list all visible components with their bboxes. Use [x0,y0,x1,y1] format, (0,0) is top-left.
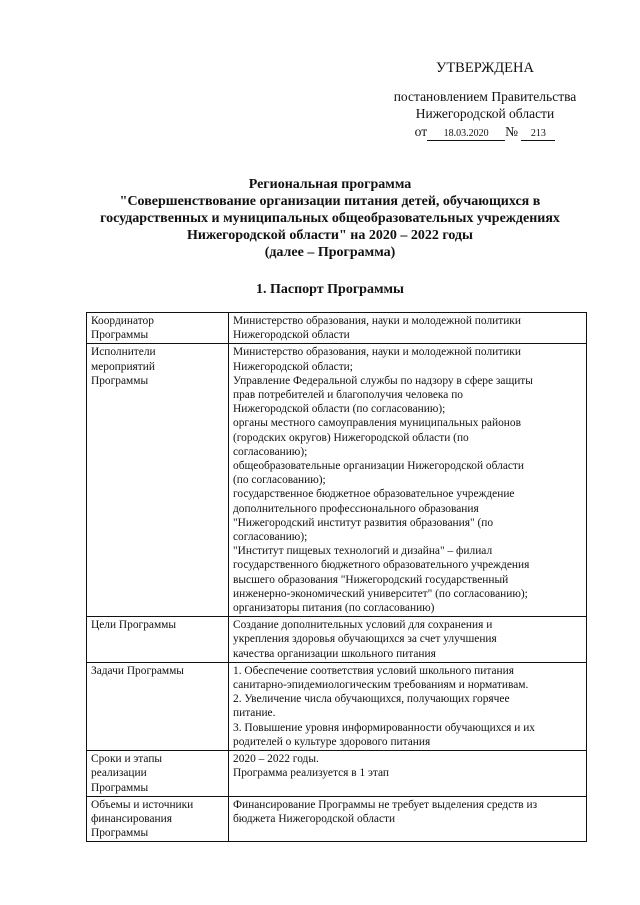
value-line: 2020 – 2022 годы. [233,753,319,766]
title-line: Нижегородской области" на 2020 – 2022 годы [187,228,473,243]
passport-row-value [229,313,587,344]
approval-line-1: постановлением Правительства [393,89,577,104]
value-line: согласованию); [233,531,308,544]
value-line: Создание дополнительных условий для сохранения и [233,619,493,632]
value-line: (городских округов) Нижегородской области (по [233,431,469,444]
label-line: мероприятий [91,360,155,373]
title-line: (далее – Программа) [264,245,396,260]
label-line: Цели Программы [91,619,177,632]
value-line: бюджета Нижегородской области [233,812,396,825]
passport-row-value [229,617,587,663]
label-line: Исполнители [91,346,156,359]
number-prefix: № [505,124,518,139]
value-line: питание. [233,707,276,720]
value-line: Управление Федеральной службы по надзору в сфере защиты [233,374,533,387]
passport-row-value [229,662,587,750]
value-line: Министерство образования, науки и молодежной политики [233,346,521,359]
label-line: Программы [91,329,149,342]
value-line: государственное бюджетное образовательное учреждение [233,488,515,501]
value-line: Министерство образования, науки и молодежной политики [233,315,521,327]
value-line: 3. Повышение уровня информированности обучающихся и их [233,721,535,734]
passport-row [87,313,587,344]
label-line: Объемы и источники [91,798,194,811]
approval-date-line [350,123,620,141]
passport-row-value [229,796,587,842]
value-line: Финансирование Программы не требует выделения средств из [233,798,538,811]
value-line: 2. Увеличение числа обучающихся, получающих горячее [233,693,510,706]
program-title [60,176,600,261]
label-line: Задачи Программы [91,664,184,677]
label-line: Программы [91,374,149,387]
title-line: "Совершенствование организации питания детей, обучающихся в [119,194,541,209]
value-line: прав потребителей и благополучия человека по [233,389,463,402]
approval-line-2: Нижегородской области [415,106,555,121]
value-line: инженерно-экономический университет" (по согласованию); [233,587,528,600]
value-line: согласованию); [233,445,308,458]
label-line: Координатор [91,315,154,327]
value-line: Нижегородской области (по согласованию); [233,403,446,416]
passport-row-value [229,344,587,617]
value-line: органы местного самоуправления муниципальных районов [233,417,521,430]
value-line: организаторы питания (по согласованию) [233,602,435,615]
passport-row-label [87,344,229,617]
label-line: Сроки и этапы [91,753,163,766]
label-line: Программы [91,827,149,840]
value-line: Нижегородской области; [233,360,353,373]
passport-row-label [87,751,229,797]
approval-number: 213 [521,128,555,141]
passport-row [87,617,587,663]
title-line: государственных и муниципальных общеобразовательных учреждениях [100,211,560,226]
value-line: 1. Обеспечение соответствия условий школьного питания [233,664,514,677]
passport-row-label [87,617,229,663]
passport-row [87,751,587,797]
value-line: "Нижегородский институт развития образования" (по [233,516,494,529]
label-line: Программы [91,781,149,794]
approval-block [350,88,620,141]
approval-date: 18.03.2020 [427,128,505,141]
value-line: высшего образования "Нижегородский государственный [233,573,509,586]
value-line: качества организации школьного питания [233,647,436,660]
approval-heading: УТВЕРЖДЕНА [436,60,534,76]
passport-row [87,662,587,750]
label-line: финансирования [91,812,172,825]
passport-row-label [87,313,229,344]
value-line: (по согласованию); [233,474,326,487]
passport-row [87,796,587,842]
value-line: дополнительного профессионального образования [233,502,479,515]
title-line: Региональная программа [248,177,412,192]
passport-row-label [87,662,229,750]
passport-row-label [87,796,229,842]
value-line: укрепления здоровья обучающихся за счет улучшения [233,633,497,646]
value-line: общеобразовательные организации Нижегородской области [233,460,525,473]
value-line: "Институт пищевых технологий и дизайна" – филиал [233,545,493,558]
value-line: санитарно-эпидемиологическим требованиям и нормативам. [233,679,529,692]
date-prefix: от [414,124,428,139]
value-line: государственного бюджетного образовательного учреждения [233,559,530,572]
passport-row [87,344,587,617]
label-line: реализации [91,767,147,780]
value-line: Программа реализуется в 1 этап [233,767,390,780]
value-line: Нижегородской области [233,329,350,342]
passport-row-value [229,751,587,797]
section-title: 1. Паспорт Программы [256,282,404,297]
passport-table [86,312,587,842]
value-line: родителей о культуре здорового питания [233,735,431,748]
